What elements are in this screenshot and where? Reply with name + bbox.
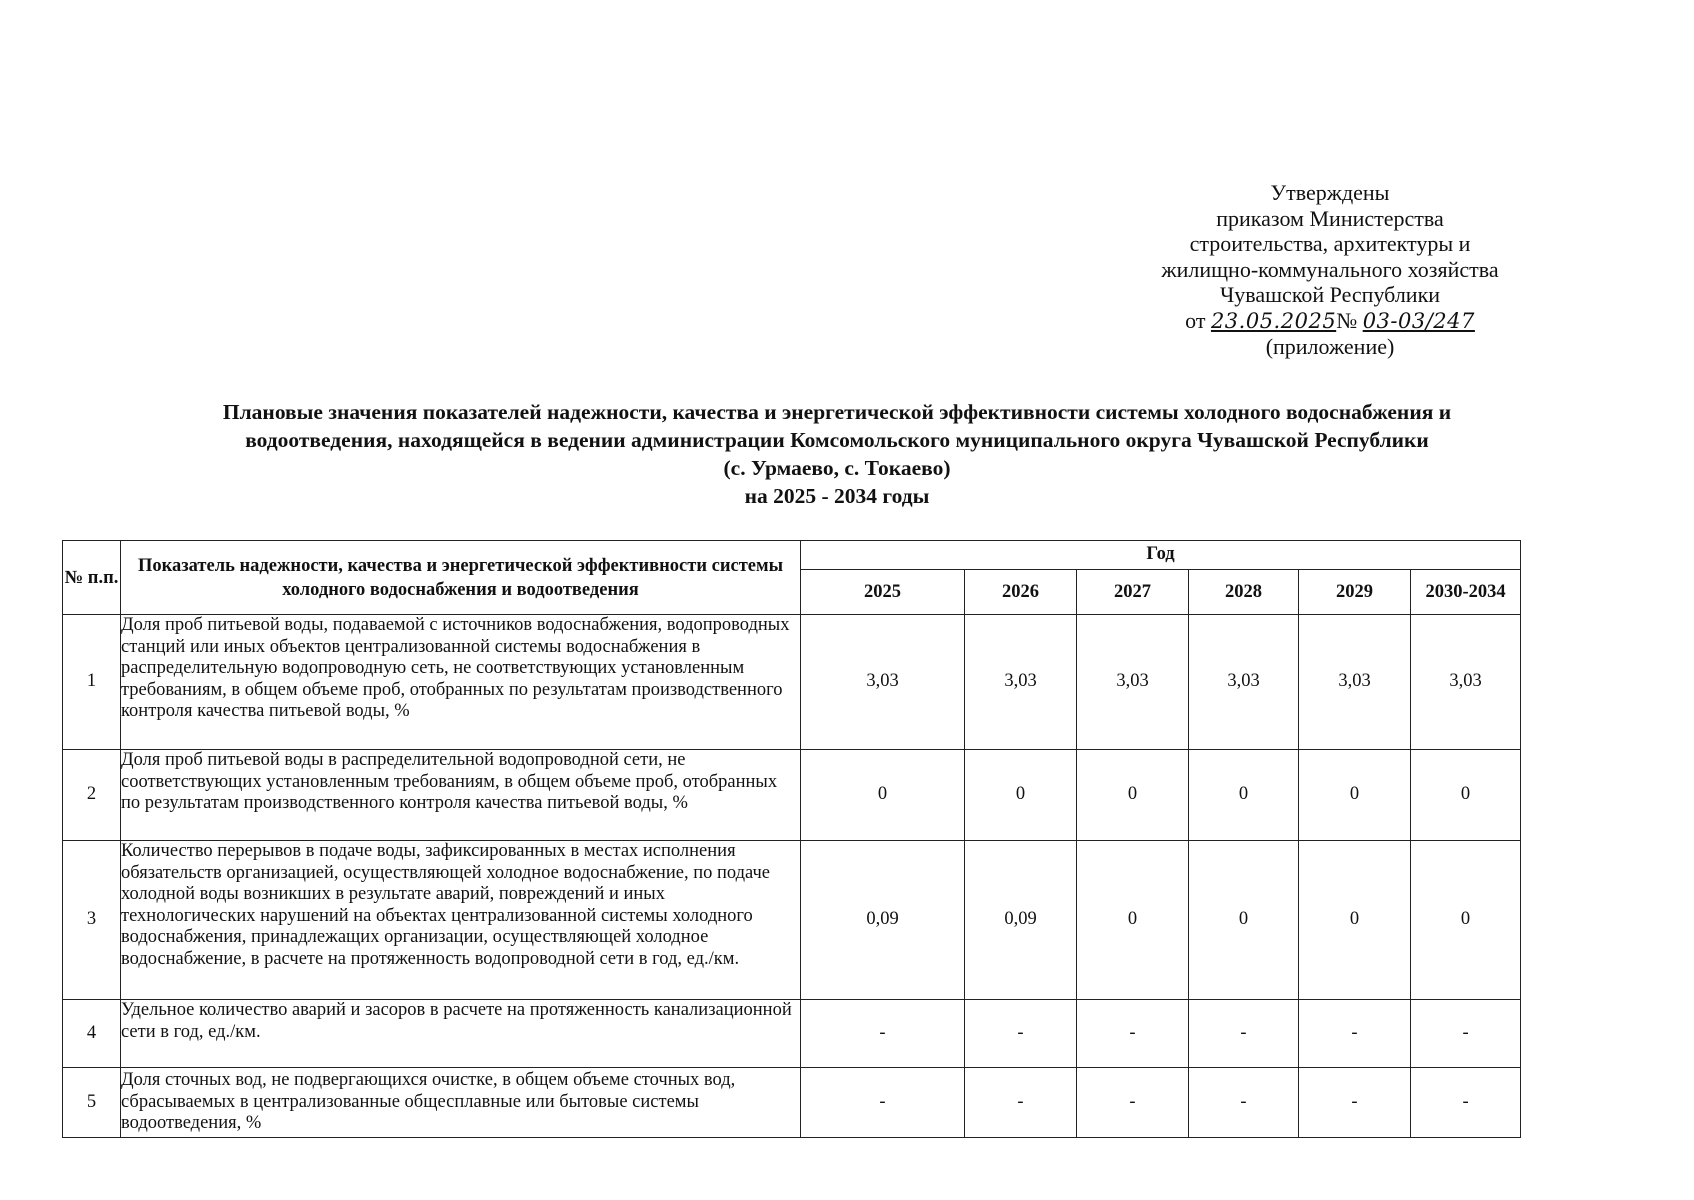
title-line: водоотведения, находящейся в ведении администрации Комсомольского муниципального округа Чувашской Республики [245,428,1429,452]
approval-line: Чувашской Республики [1219,282,1441,307]
approval-line: Утверждены [1270,180,1390,205]
approval-number: 03-03/247 [1362,308,1475,333]
header-year: 2030-2034 [1411,570,1521,615]
row-value: 0,09 [801,841,965,1000]
row-value: - [1077,1000,1189,1068]
header-year: 2026 [965,570,1077,615]
title-line: Плановые значения показателей надежности, качества и энергетической эффективности системы холодного водоснабжения и [222,400,1452,424]
row-value: 3,03 [965,615,1077,750]
header-year-group: Год [801,541,1521,570]
row-indicator-name: Удельное количество аварий и засоров в расчете на протяженность канализационной сети в год, ед./км. [121,1000,801,1068]
header-year: 2028 [1189,570,1299,615]
date-prefix: от [1185,307,1206,333]
row-value: - [1189,1000,1299,1068]
row-value: 3,03 [801,615,965,750]
table-row [63,1000,1521,1068]
title-line: на 2025 - 2034 годы [744,484,930,508]
row-number: 2 [63,750,121,841]
row-value: 0 [965,750,1077,841]
row-indicator-name: Количество перерывов в подаче воды, зафиксированных в местах исполнения обязательств организацией, осуществляющей холодное водоснабжение, по подаче холодной воды возникших в результате аварий, повреждений и иных технологических нарушений на объектах централизованной системы холодного водоснабжения, принадлежащих организации, осуществляющей холодное водоснабжение, в расчете на протяженность водопроводной сети в год, ед./км. [121,841,801,1000]
approval-line: строительства, архитектуры и [1189,231,1471,256]
row-value: 0 [1299,750,1411,841]
row-value: - [1299,1000,1411,1068]
table-row [63,841,1521,1000]
approval-line: жилищно-коммунального хозяйства [1161,256,1499,282]
row-value: 0 [1189,750,1299,841]
row-value: 3,03 [1077,615,1189,750]
row-value: - [801,1000,965,1068]
row-number: 4 [63,1000,121,1068]
row-value: - [965,1000,1077,1068]
row-indicator-name: Доля сточных вод, не подвергающихся очистке, в общем объеме сточных вод, сбрасываемых в централизованные общесплавные или бытовые системы водоотведения, % [121,1068,801,1138]
row-number: 5 [63,1068,121,1138]
approval-line: приказом Министерства [1216,205,1444,231]
title-line: (с. Урмаево, с. Токаево) [723,456,951,480]
header-year: 2029 [1299,570,1411,615]
row-value: - [1299,1068,1411,1138]
row-value: 3,03 [1411,615,1521,750]
row-value: 0,09 [965,841,1077,1000]
indicators-table [62,540,1521,1138]
row-value: - [1411,1068,1521,1138]
row-value: 0 [1299,841,1411,1000]
table-row [63,615,1521,750]
row-value: 0 [801,750,965,841]
header-indicator: Показатель надежности, качества и энергетической эффективности системы холодного водоснабжения и водоотведения [121,541,801,615]
document-title [40,398,1634,510]
table-header-row [63,541,1521,570]
row-number: 3 [63,841,121,1000]
row-value: 0 [1077,841,1189,1000]
row-value: 3,03 [1189,615,1299,750]
row-value: 0 [1411,841,1521,1000]
row-value: - [1411,1000,1521,1068]
row-value: 0 [1189,841,1299,1000]
header-num: № п.п. [63,541,121,615]
row-value: 3,03 [1299,615,1411,750]
approval-date-line [1110,308,1550,335]
row-value: 0 [1411,750,1521,841]
row-number: 1 [63,615,121,750]
row-value: - [1077,1068,1189,1138]
number-sign: № [1336,307,1358,333]
approval-date: 23.05.2025 [1210,308,1337,333]
appendix-label: (приложение) [1265,334,1395,359]
approval-stamp [1110,180,1550,360]
header-year: 2025 [801,570,965,615]
table-row [63,1068,1521,1138]
header-year: 2027 [1077,570,1189,615]
row-indicator-name: Доля проб питьевой воды в распределительной водопроводной сети, не соответствующих установленным требованиям, в общем объеме проб, отобранных по результатам производственного контроля качества питьевой воды, % [121,750,801,841]
row-indicator-name: Доля проб питьевой воды, подаваемой с источников водоснабжения, водопроводных станций или иных объектов централизованной системы водоснабжения в распределительную водопроводную сеть, не соответствующих установленным требованиям, в общем объеме проб, отобранных по результатам производственного контроля качества питьевой воды, % [121,615,801,750]
row-value: 0 [1077,750,1189,841]
row-value: - [1189,1068,1299,1138]
row-value: - [801,1068,965,1138]
table-row [63,750,1521,841]
row-value: - [965,1068,1077,1138]
